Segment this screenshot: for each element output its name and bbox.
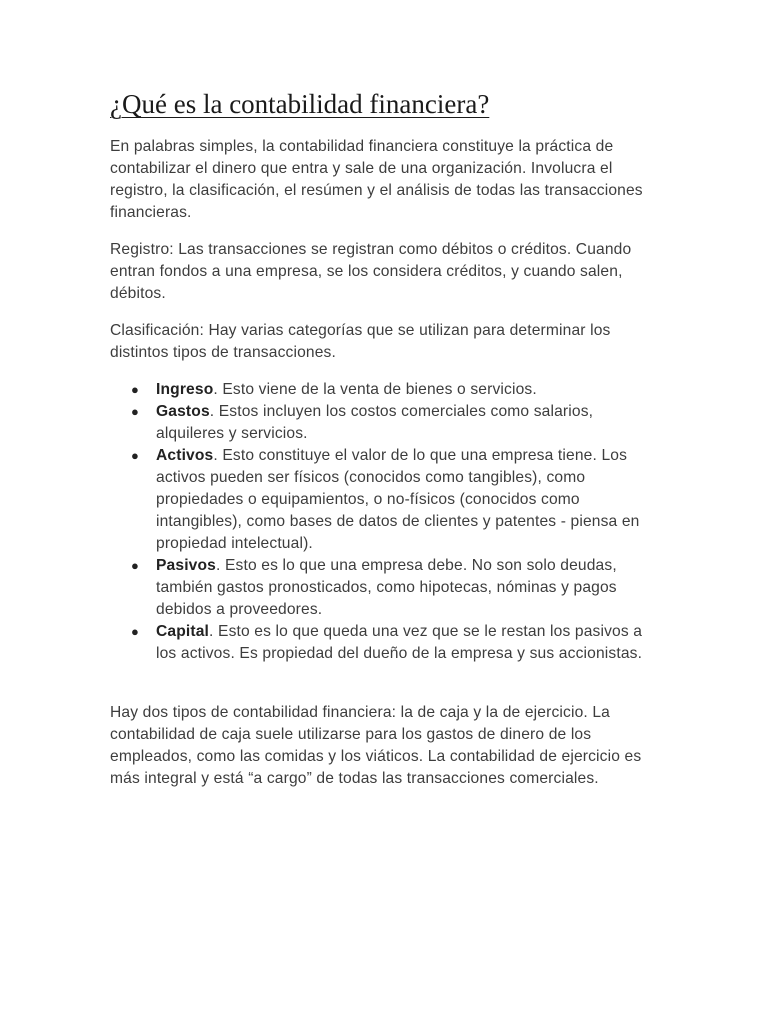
document-body bbox=[110, 86, 665, 805]
bullet-dot-icon: ● bbox=[131, 558, 140, 573]
list-item-text: . Estos incluyen los costos comerciales como salarios, alquileres y servicios. bbox=[156, 403, 594, 442]
list-item-term: Activos bbox=[156, 447, 214, 464]
bullet-dot-icon: ● bbox=[131, 404, 140, 419]
list-item-activos bbox=[131, 445, 665, 555]
list-item-text: . Esto viene de la venta de bienes o servicios. bbox=[213, 381, 537, 398]
list-item-text: . Esto es lo que queda una vez que se le restan los pasivos a los activos. Es propiedad del dueño de la empresa y sus accionistas. bbox=[156, 623, 643, 662]
closing-paragraph: Hay dos tipos de contabilidad financiera: la de caja y la de ejercicio. La contabilidad de caja suele utilizarse para los gastos de dinero de los empleados, como las comidas y los viáticos. La contabilidad de ejercicio es más integral y está “a cargo” de todas las transacciones comerciales. bbox=[110, 704, 642, 787]
list-item-text: . Esto constituye el valor de lo que una empresa tiene. Los activos pueden ser físicos (conocidos como tangibles), como propiedades o equipamientos, o no-físicos (conocidos como intangibles), como bases de datos de clientes y patentes - piensa en propiedad intelectual). bbox=[156, 447, 640, 552]
list-item-term: Ingreso bbox=[156, 381, 214, 398]
list-item-pasivos bbox=[131, 555, 665, 621]
list-item-term: Gastos bbox=[156, 403, 210, 420]
registro-paragraph: Registro: Las transacciones se registran como débitos o créditos. Cuando entran fondos a una empresa, se los considera créditos, y cuando salen, débitos. bbox=[110, 241, 632, 302]
category-list bbox=[110, 379, 665, 665]
clasificacion-paragraph: Clasificación: Hay varias categorías que se utilizan para determinar los distintos tipos de transacciones. bbox=[110, 322, 611, 361]
list-item-capital bbox=[131, 621, 665, 665]
blank-line bbox=[110, 680, 665, 702]
bullet-dot-icon: ● bbox=[131, 448, 140, 463]
bullet-dot-icon: ● bbox=[131, 624, 140, 639]
intro-paragraph: En palabras simples, la contabilidad financiera constituye la práctica de contabilizar el dinero que entra y sale de una organización. Involucra el registro, la clasificación, el resúmen y el análisis de todas las transacciones financieras. bbox=[110, 138, 643, 221]
list-item-gastos bbox=[131, 401, 665, 445]
list-item-term: Capital bbox=[156, 623, 210, 640]
list-item-term: Pasivos bbox=[156, 557, 216, 574]
page-title: ¿Qué es la contabilidad financiera? bbox=[110, 89, 490, 119]
list-item-text: . Esto es lo que una empresa debe. No son solo deudas, también gastos pronosticados, como hipotecas, nóminas y pagos debidos a proveedores. bbox=[156, 557, 617, 618]
bullet-dot-icon: ● bbox=[131, 382, 140, 397]
list-item-ingreso bbox=[131, 379, 665, 401]
